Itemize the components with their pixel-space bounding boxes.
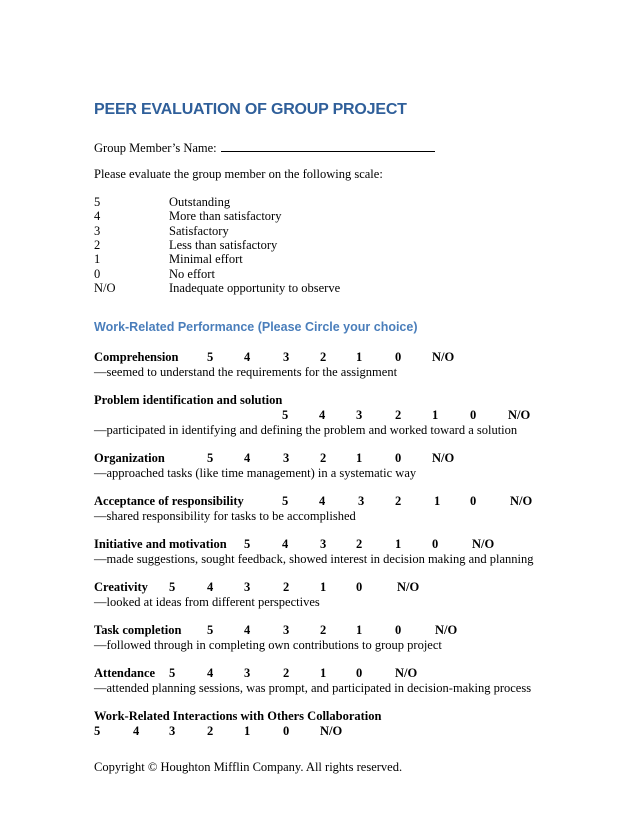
rating-option[interactable]: 4 — [244, 350, 251, 364]
rating-option[interactable]: 4 — [282, 537, 289, 551]
scale-score: 3 — [94, 223, 101, 238]
rating-option[interactable]: 3 — [283, 451, 290, 465]
rating-option[interactable]: 4 — [319, 494, 326, 508]
scale-score: 5 — [94, 195, 101, 209]
criterion-name: Problem identification and solution — [94, 393, 283, 407]
criterion-name: Comprehension — [94, 350, 179, 364]
rating-option[interactable]: 0 — [432, 537, 439, 551]
rating-option[interactable]: 5 — [207, 451, 214, 465]
rating-option[interactable]: 4 — [207, 580, 214, 594]
criterion-description: —approached tasks (like time management) in a systematic way — [94, 466, 417, 480]
rating-option[interactable]: 1 — [356, 451, 363, 465]
scale-score: 1 — [94, 252, 101, 267]
rating-option[interactable]: 4 — [207, 666, 214, 680]
criterion-name: Initiative and motivation — [94, 537, 227, 551]
rating-option[interactable]: 0 — [395, 623, 402, 637]
rating-option[interactable]: 1 — [395, 537, 402, 551]
rating-option[interactable]: 0 — [395, 451, 402, 465]
rating-option[interactable]: 3 — [358, 494, 365, 508]
rating-option[interactable]: 5 — [207, 350, 214, 364]
rating-option[interactable]: N/O — [508, 408, 531, 422]
rating-option[interactable]: 2 — [320, 451, 327, 465]
criterion-description: —seemed to understand the requirements for the assignment — [94, 365, 398, 379]
rating-option[interactable]: 5 — [282, 494, 289, 508]
rating-option[interactable]: 1 — [320, 580, 327, 594]
rating-option[interactable]: 5 — [169, 580, 176, 594]
rating-option[interactable]: 5 — [244, 537, 251, 551]
rating-option[interactable]: 0 — [470, 408, 477, 422]
rating-option[interactable]: 0 — [356, 666, 363, 680]
rating-option[interactable]: N/O — [510, 494, 533, 508]
rating-option[interactable]: 0 — [470, 494, 477, 508]
rating-option[interactable]: 5 — [282, 408, 289, 422]
rating-option[interactable]: 0 — [395, 350, 402, 364]
rating-option[interactable]: 2 — [320, 350, 327, 364]
scale-score: 0 — [94, 266, 101, 281]
rating-option[interactable]: 1 — [434, 494, 441, 508]
scale-description: More than satisfactory — [169, 209, 282, 224]
scale-description: Minimal effort — [169, 252, 243, 267]
rating-option[interactable]: 2 — [395, 494, 402, 508]
rating-option[interactable]: 5 — [169, 666, 176, 680]
criterion-name: Work-Related Interactions with Others Collaboration — [94, 709, 382, 723]
rating-option[interactable]: 1 — [356, 623, 363, 637]
criterion-description: —made suggestions, sought feedback, showed interest in decision making and planning — [94, 552, 534, 566]
criterion-description: —shared responsibility for tasks to be accomplished — [94, 509, 356, 523]
rating-option[interactable]: 3 — [356, 408, 363, 422]
rating-option[interactable]: 1 — [320, 666, 327, 680]
scale-description: Inadequate opportunity to observe — [169, 280, 341, 295]
rating-option[interactable]: 2 — [395, 408, 402, 422]
rating-option[interactable]: N/O — [432, 451, 455, 465]
rating-option[interactable]: 4 — [319, 408, 326, 422]
member-name-blank[interactable] — [221, 140, 435, 152]
rating-option[interactable]: 2 — [283, 666, 290, 680]
rating-option[interactable]: 3 — [283, 623, 290, 637]
rating-option[interactable]: 0 — [283, 724, 290, 738]
rating-option[interactable]: 5 — [207, 623, 214, 637]
criterion-name: Creativity — [94, 580, 148, 594]
rating-option[interactable]: 2 — [207, 724, 214, 738]
rating-option[interactable]: 4 — [244, 623, 251, 637]
rating-option[interactable]: 3 — [283, 350, 290, 364]
rating-option[interactable]: N/O — [432, 350, 455, 364]
criterion-description: —participated in identifying and defining the problem and worked toward a solution — [94, 423, 518, 437]
rating-option[interactable]: N/O — [435, 623, 458, 637]
rating-option[interactable]: 4 — [244, 451, 251, 465]
scale-description: Less than satisfactory — [169, 237, 278, 252]
rating-option[interactable]: 3 — [169, 724, 176, 738]
criterion-description: —followed through in completing own contributions to group project — [94, 638, 442, 652]
member-name-label: Group Member’s Name: — [94, 141, 217, 155]
rating-option[interactable]: 3 — [244, 580, 251, 594]
member-name-line — [94, 140, 435, 156]
criterion-name: Attendance — [94, 666, 156, 680]
instruction-text: Please evaluate the group member on the following scale: — [94, 167, 383, 181]
rating-option[interactable]: 5 — [94, 724, 101, 738]
rating-option[interactable]: 1 — [356, 350, 363, 364]
rating-option[interactable]: 2 — [283, 580, 290, 594]
criterion-name: Organization — [94, 451, 165, 465]
rating-option[interactable]: 1 — [432, 408, 439, 422]
rating-option[interactable]: 1 — [244, 724, 251, 738]
scale-score: N/O — [94, 280, 116, 295]
rating-option[interactable]: 3 — [244, 666, 251, 680]
rating-option[interactable]: 3 — [320, 537, 327, 551]
rating-option[interactable]: 4 — [133, 724, 140, 738]
scale-score: 2 — [94, 237, 101, 252]
section-heading: Work-Related Performance (Please Circle your choice) — [94, 320, 418, 334]
rating-option[interactable]: N/O — [320, 724, 343, 738]
criterion-name: Acceptance of responsibility — [94, 494, 244, 508]
scale-description: Outstanding — [169, 195, 231, 209]
scale-score: 4 — [94, 209, 101, 224]
rating-option[interactable]: 0 — [356, 580, 363, 594]
rating-option[interactable]: N/O — [395, 666, 418, 680]
scale-description: No effort — [169, 266, 215, 281]
copyright-text: Copyright © Houghton Mifflin Company. All rights reserved. — [94, 760, 403, 774]
rating-option[interactable]: N/O — [397, 580, 420, 594]
rating-option[interactable]: 2 — [320, 623, 327, 637]
scale-description: Satisfactory — [169, 223, 229, 238]
criterion-name: Task completion — [94, 623, 182, 637]
criterion-description: —looked at ideas from different perspectives — [94, 595, 320, 609]
criterion-description: —attended planning sessions, was prompt, and participated in decision-making process — [94, 681, 532, 695]
rating-option[interactable]: 2 — [356, 537, 363, 551]
rating-option[interactable]: N/O — [472, 537, 495, 551]
page-title: PEER EVALUATION OF GROUP PROJECT — [94, 101, 407, 118]
